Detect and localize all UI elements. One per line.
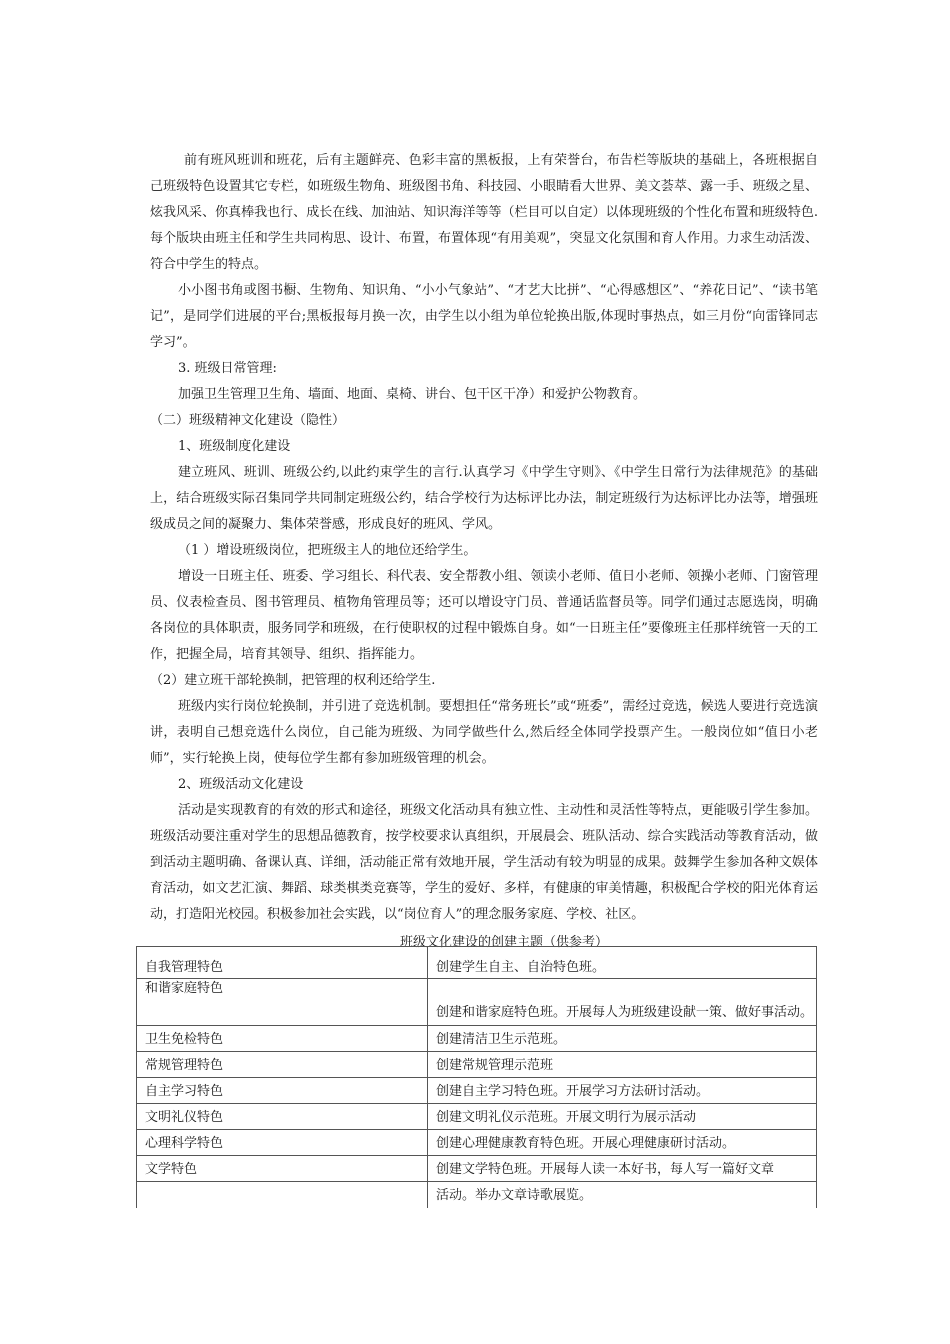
paragraph-hygiene: 加强卫生管理卫生角、墙面、地面、桌椅、讲台、包干区干净）和爱护公物教育。 <box>178 387 647 402</box>
theme-desc-text: 创建和谐家庭特色班。开展每人为班级建设献一策、做好事活动。 <box>436 1005 814 1020</box>
theme-desc: 活动。举办文章诗歌展览。 <box>428 1182 817 1208</box>
table-row <box>137 1130 817 1156</box>
heading-daily-management: 3. 班级日常管理: <box>178 361 277 376</box>
theme-desc: 创建自主学习特色班。开展学习方法研讨活动。 <box>428 1078 817 1104</box>
heading-institution: 1、班级制度化建设 <box>178 439 291 454</box>
heading-add-posts: （1 ）增设班级岗位，把班级主人的地位还给学生。 <box>178 543 477 558</box>
theme-name <box>137 1182 428 1208</box>
paragraph-activities: 活动是实现教育的有效的形式和途径，班级文化活动具有独立性、主动性和灵活性等特点，更能吸引学生参加。班级活动要注重对学生的思想品德教育，按学校要求认真组织，开展晨会、班队活动、综合实践活动等教育活动，做到活动主题明确、备课认真、详细，活动能正常有效地开展，学生活动有较为明显的成果。鼓舞学生参加各种文娱体育活动，如文艺汇演、舞蹈、球类棋类竞赛等，学生的爱好、多样，有健康的审美情趣，积极配合学校的阳光体育运动，打造阳光校园。积极参加社会实践，以“岗位育人”的理念服务家庭、学校、社区。 <box>150 803 818 922</box>
document-body <box>150 148 818 956</box>
theme-name: 和谐家庭特色 <box>137 979 428 1026</box>
theme-desc: 创建常规管理示范班 <box>428 1052 817 1078</box>
theme-name: 文学特色 <box>137 1156 428 1182</box>
theme-desc <box>428 979 817 1026</box>
themes-table <box>136 946 817 1208</box>
table-row <box>137 1104 817 1130</box>
table-row <box>137 1078 817 1104</box>
theme-name: 卫生免检特色 <box>137 1026 428 1052</box>
heading-spirit-culture: （二）班级精神文化建设（隐性） <box>150 413 346 428</box>
theme-desc: 创建清洁卫生示范班。 <box>428 1026 817 1052</box>
table-row <box>137 1182 817 1208</box>
heading-activities: 2、班级活动文化建设 <box>178 777 304 792</box>
table-row <box>137 979 817 1026</box>
paragraph-posts: 增设一日班主任、班委、学习组长、科代表、安全帮教小组、领读小老师、值日小老师、领操小老师、门窗管理员、仪表检查员、图书管理员、植物角管理员等；还可以增设守门员、普通话监督员等。同学们通过志愿选岗，明确各岗位的具体职责，服务同学和班级，在行使职权的过程中锻炼自身。如“一日班主任”要像班主任那样统管一天的工作，把握全局，培育其领导、组织、指挥能力。 <box>150 569 818 662</box>
theme-name: 自主学习特色 <box>137 1078 428 1104</box>
theme-name: 文明礼仪特色 <box>137 1104 428 1130</box>
paragraph-column-layout: 前有班风班训和班花，后有主题鲜亮、色彩丰富的黑板报，上有荣誉台，布告栏等版块的基础上，各班根据自己班级特色设置其它专栏，如班级生物角、班级图书角、科技园、小眼睛看大世界、美文荟萃、露一手、班级之星、炫我风采、你真棒我也行、成长在线、加油站、知识海洋等等（栏目可以自定）以体现班级的个性化布置和班级特色.每个版块由班主任和学生共同构思、设计、布置，布置体现“有用美观”，突显文化氛围和育人作用。力求生动活泼、符合中学生的特点。 <box>150 153 818 272</box>
theme-name: 心理科学特色 <box>137 1130 428 1156</box>
table-caption: 班级文化建设的创建主题（供参考） <box>399 935 608 950</box>
paragraph-class-rules: 建立班风、班训、班级公约,以此约束学生的言行.认真学习《中学生守则》、《中学生日常行为法律规范》的基础上，结合班级实际召集同学共同制定班级公约，结合学校行为达标评比办法，制定班级行为达标评比办法等，增强班级成员之间的凝聚力、集体荣誉感，形成良好的班风、学风。 <box>150 465 818 532</box>
heading-rotation: （2）建立班干部轮换制，把管理的权利还给学生. <box>150 673 436 688</box>
theme-desc: 创建文学特色班。开展每人读一本好书，每人写一篇好文章 <box>428 1156 817 1182</box>
theme-name: 自我管理特色 <box>137 947 428 979</box>
table-row <box>137 1026 817 1052</box>
theme-desc: 创建学生自主、自治特色班。 <box>428 947 817 979</box>
theme-name: 常规管理特色 <box>137 1052 428 1078</box>
paragraph-rotation: 班级内实行岗位轮换制，并引进了竞选机制。要想担任“常务班长”或“班委”，需经过竞选，候选人要进行竞选演讲，表明自己想竞选什么岗位，自己能为班级、为同学做些什么,然后经全体同学投票产生。一般岗位如“值日小老师”，实行轮换上岗，使每位学生都有参加班级管理的机会。 <box>150 699 818 766</box>
table-row <box>137 1156 817 1182</box>
table-row <box>137 1052 817 1078</box>
table-row <box>137 947 817 979</box>
paragraph-corners: 小小图书角或图书橱、生物角、知识角、“小小气象站”、“才艺大比拼”、“心得感想区”、“养花日记”、“读书笔记”，是同学们进展的平台;黑板报每月换一次，由学生以小组为单位轮换出版,体现时事热点，如三月份“向雷锋同志学习”。 <box>150 283 818 350</box>
theme-desc: 创建文明礼仪示范班。开展文明行为展示活动 <box>428 1104 817 1130</box>
theme-desc: 创建心理健康教育特色班。开展心理健康研讨活动。 <box>428 1130 817 1156</box>
